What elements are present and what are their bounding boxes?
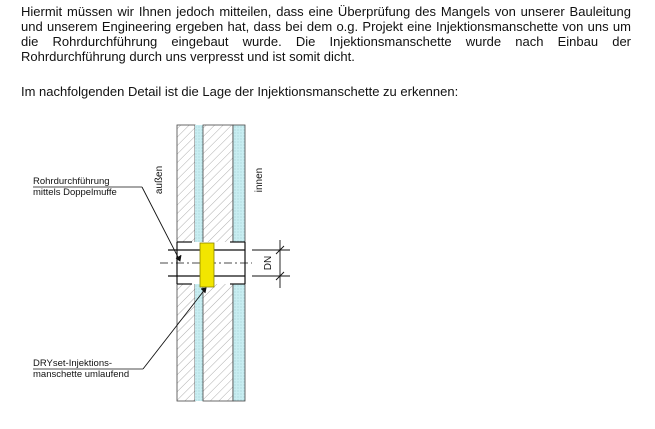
sleeve-label-line2: manschette umlaufend xyxy=(33,369,130,380)
dn-label: DN xyxy=(263,255,274,271)
pipe-label-line2: mittels Doppelmuffe xyxy=(33,187,117,198)
intro-paragraph: Hiermit müssen wir Ihnen jedoch mitteilen, dass eine Überprüfung des Mangels von unserer Bauleitung und unserem Engineering ergeben hat, dass bei dem o.g. Projekt eine Injektionsmanschette von uns um die Rohrdurchführung eingebaut wurde. Die Injektionsmanschette wurde nach Einbau der Rohrdurchführung durch uns verpresst und ist somit dicht. xyxy=(21,4,631,64)
detail-intro-paragraph: Im nachfolgenden Detail ist die Lage der Injektionsmanschette zu erkennen: xyxy=(21,84,459,99)
pipe-label-line1: Rohrdurchführung xyxy=(33,176,110,187)
outside-label: außen xyxy=(154,165,165,195)
injection-sleeve xyxy=(200,243,214,287)
inside-label: innen xyxy=(254,167,265,193)
sleeve-label-line1: DRYset-Injektions- xyxy=(33,358,113,369)
